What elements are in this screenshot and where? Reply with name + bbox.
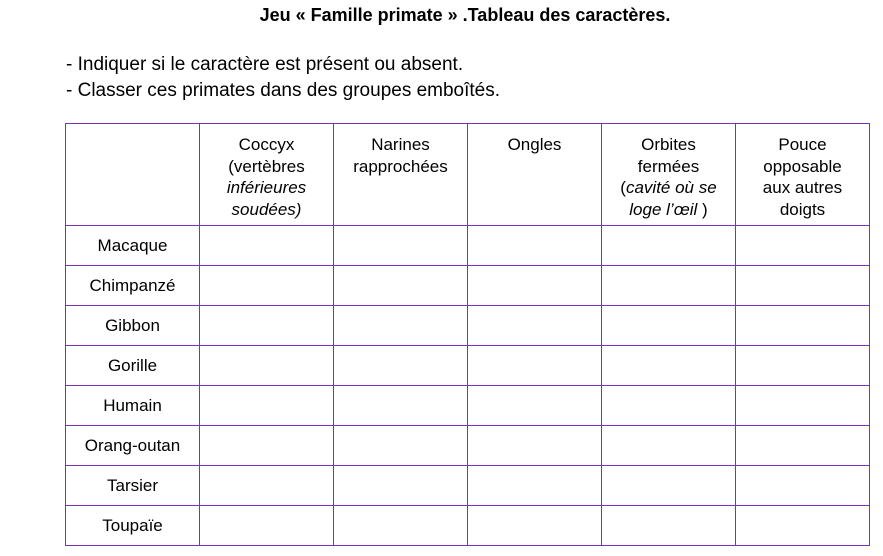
instruction-line: - Classer ces primates dans des groupes emboîtés. xyxy=(66,80,501,101)
row-label: Toupaïe xyxy=(66,506,200,546)
answer-cell[interactable] xyxy=(736,506,870,546)
answer-cell[interactable] xyxy=(736,386,870,426)
header-line: (vertèbres xyxy=(228,156,305,176)
header-line: rapprochées xyxy=(353,156,448,176)
answer-cell[interactable] xyxy=(200,466,334,506)
header-line: Orbites xyxy=(641,135,696,154)
answer-cell[interactable] xyxy=(200,386,334,426)
characters-table xyxy=(65,123,870,546)
header-line: fermées xyxy=(637,156,700,176)
answer-cell[interactable] xyxy=(200,346,334,386)
table-row xyxy=(66,226,870,266)
instructions xyxy=(66,52,500,104)
header-line: Ongles xyxy=(507,135,562,154)
row-label: Chimpanzé xyxy=(66,266,200,306)
table-row xyxy=(66,506,870,546)
answer-cell[interactable] xyxy=(468,386,602,426)
answer-cell[interactable] xyxy=(602,426,736,466)
answer-cell[interactable] xyxy=(736,306,870,346)
header-line: doigts xyxy=(779,199,826,219)
answer-cell[interactable] xyxy=(200,266,334,306)
answer-cell[interactable] xyxy=(334,346,468,386)
answer-cell[interactable] xyxy=(468,506,602,546)
answer-cell[interactable] xyxy=(334,226,468,266)
answer-cell[interactable] xyxy=(334,306,468,346)
header-line: opposable xyxy=(763,156,842,176)
answer-cell[interactable] xyxy=(200,426,334,466)
answer-cell[interactable] xyxy=(602,386,736,426)
instruction-line: - Indiquer si le caractère est présent ou absent. xyxy=(66,54,464,75)
answer-cell[interactable] xyxy=(602,346,736,386)
answer-cell[interactable] xyxy=(200,506,334,546)
table-row xyxy=(66,426,870,466)
answer-cell[interactable] xyxy=(602,226,736,266)
answer-cell[interactable] xyxy=(468,266,602,306)
header-line: aux autres xyxy=(762,178,843,197)
table-row xyxy=(66,346,870,386)
row-label: Tarsier xyxy=(66,466,200,506)
answer-cell[interactable] xyxy=(468,226,602,266)
answer-cell[interactable] xyxy=(334,466,468,506)
table-row xyxy=(66,266,870,306)
answer-cell[interactable] xyxy=(602,306,736,346)
answer-cell[interactable] xyxy=(200,306,334,346)
table-row xyxy=(66,466,870,506)
table-header-row xyxy=(66,124,870,226)
row-label: Humain xyxy=(66,386,200,426)
column-header-ongles xyxy=(468,124,602,226)
answer-cell[interactable] xyxy=(468,346,602,386)
header-line: Coccyx xyxy=(238,135,295,154)
table-row xyxy=(66,386,870,426)
row-label: Macaque xyxy=(66,226,200,266)
answer-cell[interactable] xyxy=(602,266,736,306)
answer-cell[interactable] xyxy=(602,466,736,506)
answer-cell[interactable] xyxy=(736,266,870,306)
column-header-coccyx xyxy=(200,124,334,226)
header-line-mixed: (cavité où se xyxy=(620,178,717,197)
answer-cell[interactable] xyxy=(602,506,736,546)
table-row xyxy=(66,306,870,346)
answer-cell[interactable] xyxy=(736,346,870,386)
answer-cell[interactable] xyxy=(334,506,468,546)
header-line: inférieures xyxy=(226,178,307,197)
column-header-narines xyxy=(334,124,468,226)
answer-cell[interactable] xyxy=(200,226,334,266)
answer-cell[interactable] xyxy=(468,426,602,466)
row-label: Gibbon xyxy=(66,306,200,346)
answer-cell[interactable] xyxy=(334,426,468,466)
header-line: Narines xyxy=(371,135,430,154)
header-line: soudées) xyxy=(231,199,302,219)
answer-cell[interactable] xyxy=(736,226,870,266)
header-line-mixed: loge l’œil ) xyxy=(629,199,708,219)
row-label: Gorille xyxy=(66,346,200,386)
column-header-orbites xyxy=(602,124,736,226)
corner-cell xyxy=(66,124,200,226)
column-header-pouce xyxy=(736,124,870,226)
answer-cell[interactable] xyxy=(468,306,602,346)
row-label: Orang-outan xyxy=(66,426,200,466)
page-title: Jeu « Famille primate » .Tableau des caractères. xyxy=(259,5,671,25)
answer-cell[interactable] xyxy=(334,266,468,306)
answer-cell[interactable] xyxy=(736,426,870,466)
answer-cell[interactable] xyxy=(736,466,870,506)
answer-cell[interactable] xyxy=(334,386,468,426)
answer-cell[interactable] xyxy=(468,466,602,506)
header-line: Pouce xyxy=(778,135,827,154)
